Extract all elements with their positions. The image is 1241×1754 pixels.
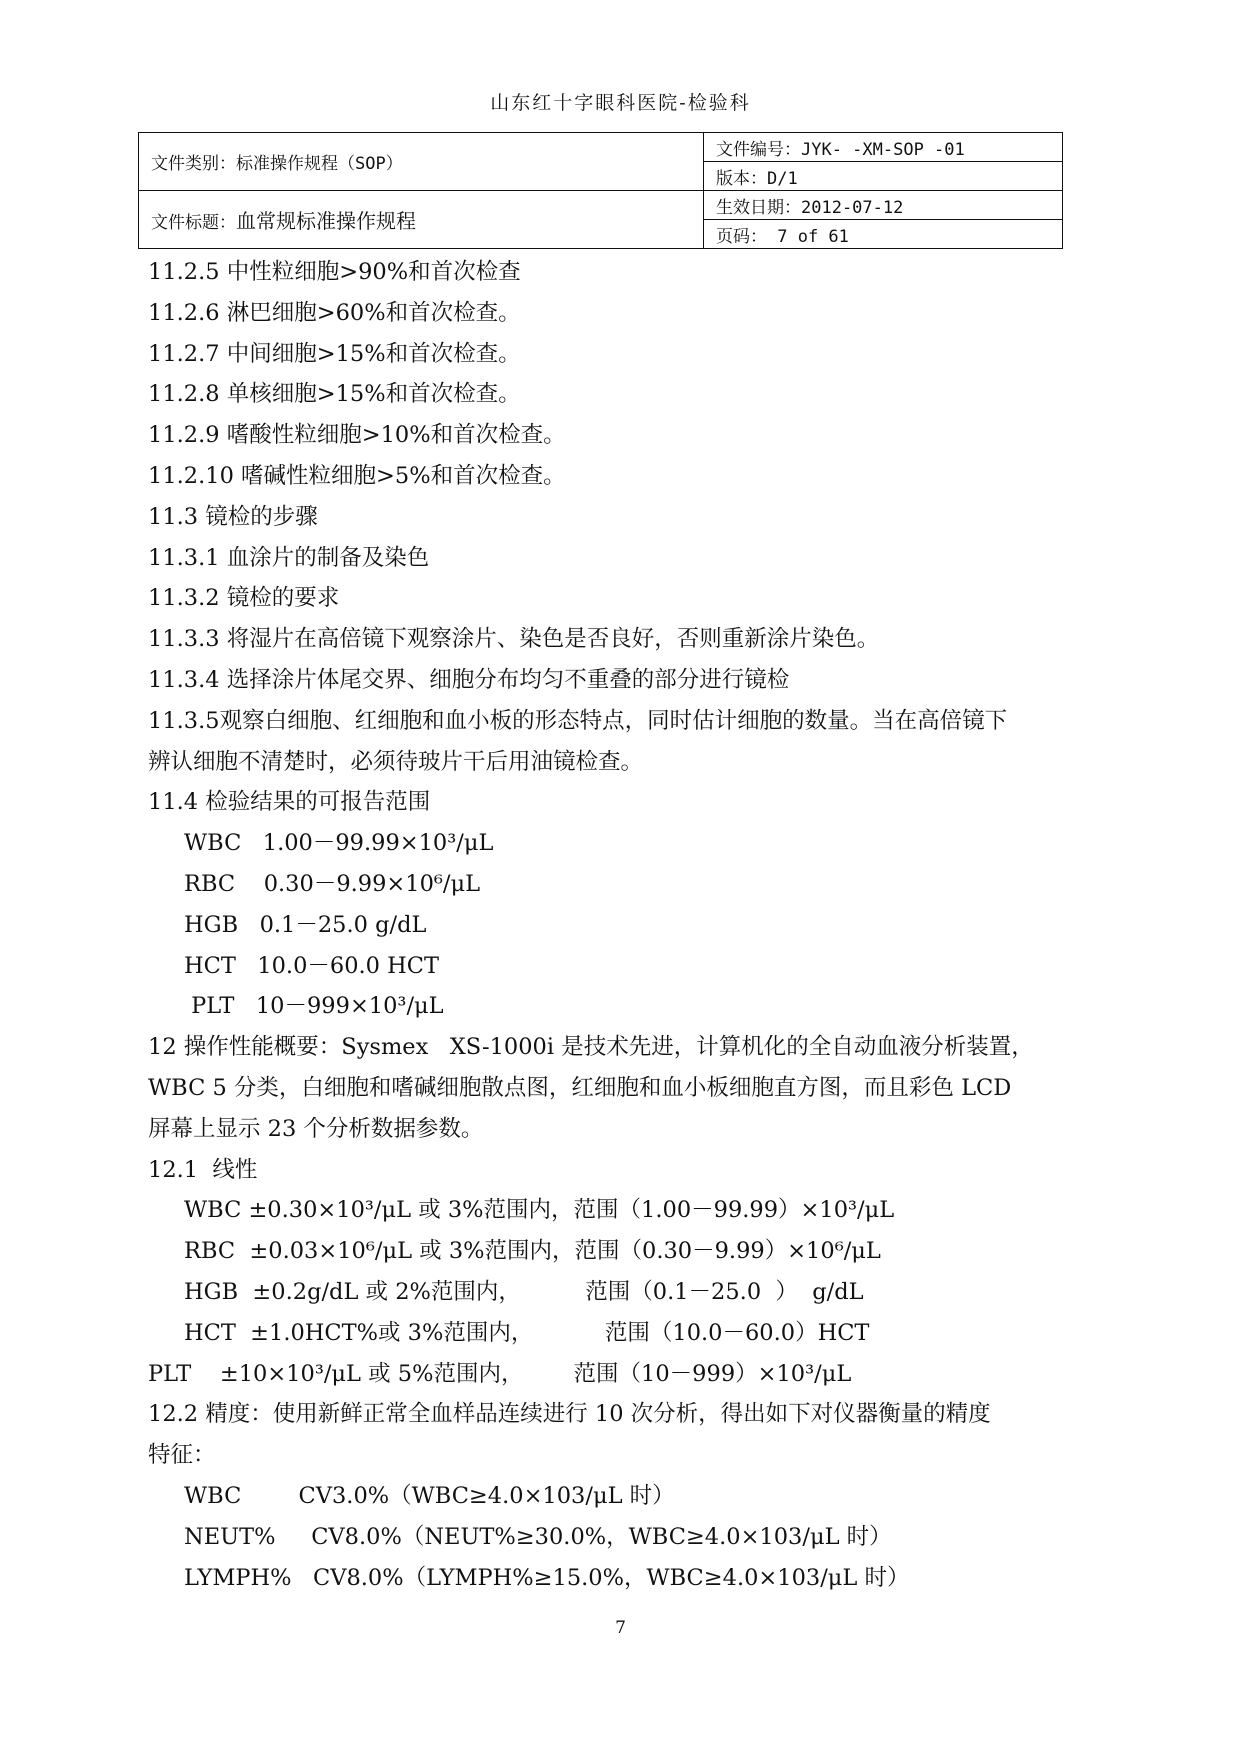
- linearity-wbc: WBC ±0.30×10³/μL 或 3%范围内，范围（1.00－99.99）×10³/μL: [184, 1197, 895, 1224]
- range-wbc: WBC 1.00－99.99×10³/μL: [184, 830, 494, 857]
- item-11-3-1: 11.3.1 血涂片的制备及染色: [148, 544, 430, 571]
- section-11-4-heading: 11.4 检验结果的可报告范围: [148, 789, 431, 816]
- item-11-3-5-continued: 辨认细胞不清楚时，必须待玻片干后用油镜检查。: [148, 748, 644, 775]
- file-category: 文件类别：标准操作规程（SOP）: [139, 133, 704, 191]
- item-11-3-4: 11.3.4 选择涂片体尾交界、细胞分布均匀不重叠的部分进行镜检: [148, 666, 790, 693]
- precision-neut: NEUT% CV8.0%（NEUT%≥30.0%，WBC≥4.0×103/μL 时）: [184, 1523, 892, 1550]
- document-header-table: [138, 132, 1063, 249]
- section-12-2-precision-line2: 特征：: [148, 1442, 216, 1469]
- linearity-rbc: RBC ±0.03×10⁶/μL 或 3%范围内，范围（0.30－9.99）×10⁶/μL: [184, 1238, 881, 1265]
- item-11-2-7: 11.2.7 中间细胞>15%和首次检查。: [148, 340, 521, 367]
- section-12-summary: 12 操作性能概要：Sysmex XS-1000i 是技术先进，计算机化的全自动血液分析装置，: [148, 1034, 1034, 1061]
- precision-wbc: WBC CV3.0%（WBC≥4.0×103/μL 时）: [184, 1482, 675, 1509]
- item-11-2-10: 11.2.10 嗜碱性粒细胞>5%和首次检查。: [148, 462, 566, 489]
- item-11-2-6: 11.2.6 淋巴细胞>60%和首次检查。: [148, 299, 521, 326]
- page-number: 7: [615, 1618, 626, 1638]
- range-hgb: HGB 0.1－25.0 g/dL: [184, 911, 427, 938]
- item-11-3-5: 11.3.5观察白细胞、红细胞和血小板的形态特点，同时估计细胞的数量。当在高倍镜下: [148, 707, 1008, 734]
- range-hct: HCT 10.0－60.0 HCT: [184, 952, 439, 979]
- linearity-hct: HCT ±1.0HCT%或 3%范围内， 范围（10.0－60.0）HCT: [184, 1319, 870, 1346]
- page-info: 页码： 7 of 61: [704, 220, 1063, 249]
- file-title-label: 文件标题：: [151, 213, 236, 233]
- effective-date: 生效日期：2012-07-12: [704, 191, 1063, 220]
- range-plt: PLT 10－999×10³/μL: [184, 993, 444, 1020]
- hospital-name: 山东红十字眼科医院-检验科: [490, 92, 751, 114]
- section-12-2-precision: 12.2 精度：使用新鲜正常全血样品连续进行 10 次分析，得出如下对仪器衡量的精度: [148, 1401, 991, 1428]
- item-11-2-9: 11.2.9 嗜酸性粒细胞>10%和首次检查。: [148, 422, 566, 449]
- file-title-cell: [139, 191, 704, 249]
- section-11-3-heading: 11.3 镜检的步骤: [148, 503, 318, 530]
- item-11-2-8: 11.2.8 单核细胞>15%和首次检查。: [148, 381, 521, 408]
- version: 版本：D/1: [704, 162, 1063, 191]
- linearity-plt: PLT ±10×10³/μL 或 5%范围内， 范围（10－999）×10³/μL: [148, 1360, 852, 1387]
- section-12-summary-line3: 屏幕上显示 23 个分析数据参数。: [148, 1115, 484, 1142]
- item-11-3-3: 11.3.3 将湿片在高倍镜下观察涂片、染色是否良好，否则重新涂片染色。: [148, 626, 880, 653]
- precision-lymph: LYMPH% CV8.0%（LYMPH%≥15.0%，WBC≥4.0×103/μL 时）: [184, 1564, 910, 1591]
- section-12-summary-line2: WBC 5 分类，白细胞和嗜碱细胞散点图，红细胞和血小板细胞直方图，而且彩色 LCD: [148, 1074, 1012, 1101]
- section-12-1-heading: 12.1 线性: [148, 1156, 258, 1183]
- item-11-2-5: 11.2.5 中性粒细胞>90%和首次检查: [148, 259, 521, 285]
- document-body: [148, 252, 1108, 1598]
- file-title: 血常规标准操作规程: [236, 209, 416, 233]
- file-number: 文件编号：JYK- -XM-SOP -01: [704, 133, 1063, 162]
- range-rbc: RBC 0.30－9.99×10⁶/μL: [184, 870, 481, 897]
- item-11-3-2: 11.3.2 镜检的要求: [148, 585, 340, 612]
- linearity-hgb: HGB ±0.2g/dL 或 2%范围内， 范围（0.1－25.0 ） g/dL: [184, 1278, 864, 1305]
